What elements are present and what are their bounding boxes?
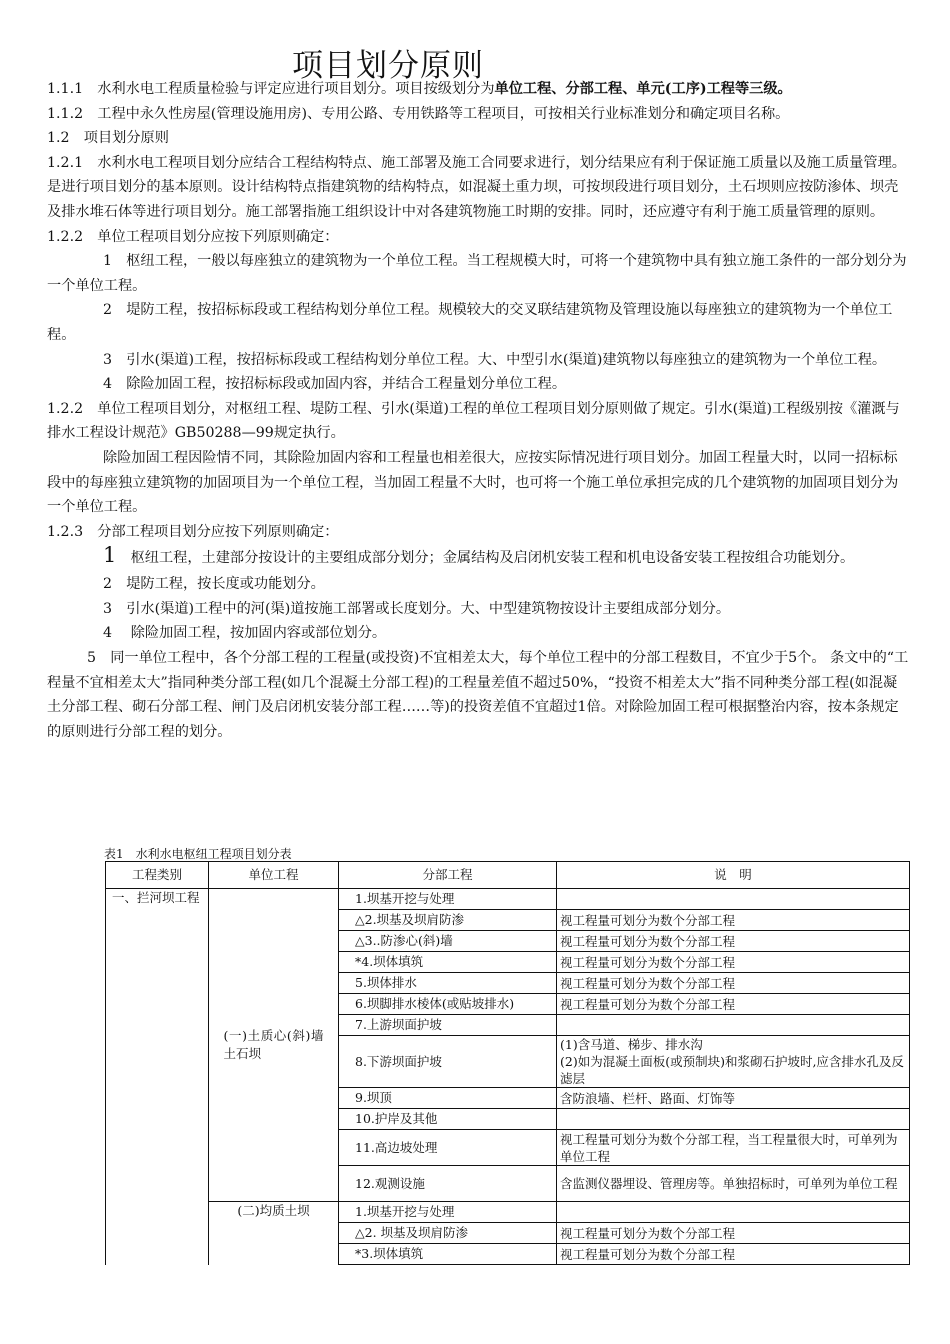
part-cell: 12.观测设施 bbox=[339, 1166, 557, 1202]
table-header-row bbox=[106, 862, 910, 889]
table-row bbox=[106, 889, 910, 910]
list-item-4: 4 除险加固工程，按招标标段或加固内容，并结合工程量划分单位工程。 bbox=[103, 376, 567, 393]
note-cell: 视工程量可划分为数个分部工程 bbox=[557, 1244, 910, 1265]
note-cell: 视工程量可划分为数个分部工程 bbox=[557, 952, 910, 973]
note-cell: 视工程量可划分为数个分部工程 bbox=[557, 1223, 910, 1244]
part-cell: 11.高边坡处理 bbox=[339, 1130, 557, 1166]
part-cell: 6.坝脚排水棱体(或贴坡排水) bbox=[339, 994, 557, 1015]
unit-cell-earth-rock-dam bbox=[209, 889, 339, 1202]
part-cell: 1.坝基开挖与处理 bbox=[339, 889, 557, 910]
project-division-table bbox=[105, 861, 910, 1265]
note-cell bbox=[557, 889, 910, 910]
paragraph-1-2-3: 1.2.3 分部工程项目划分应按下列原则确定： bbox=[47, 523, 339, 540]
part-cell: 10.护岸及其他 bbox=[339, 1109, 557, 1130]
header-category: 工程类别 bbox=[106, 862, 209, 889]
list-item-3: 3 引水(渠道)工程，按招标标段或工程结构划分单位工程。大、中型引水(渠道)建筑物以每座独立的建筑物为一个单位工程。 bbox=[103, 351, 887, 368]
document-body bbox=[47, 77, 909, 744]
list-item-part-3: 3 引水(渠道)工程中的河(渠)道按施工部署或长度划分。大、中型建筑物按设计主要组成部分划分。 bbox=[103, 600, 731, 617]
note-cell: 视工程量可划分为数个分部工程 bbox=[557, 910, 910, 931]
list-item-part-1 bbox=[47, 544, 909, 572]
section-heading-1-2: 1.2 项目划分原则 bbox=[47, 130, 169, 147]
part-cell: *3.坝体填筑 bbox=[339, 1244, 557, 1265]
list-item-part-5: 5 同一单位工程中，各个分部工程的工程量(或投资)不宜相差太大，每个单位工程中的分部工程数目，不宜少于5个。 条文中的“工程量不宜相差太大”指同种类分部工程(如几个混凝土分部工程)的工程量差值不超过50%，“投资不相差太大”指不同种类分部工程(如混凝土分部工程、砌石分部工程、闸门及启闭机安装分部工程……等)的投资差值不宜超过1倍。对除险加固工程可根据整治内容，按本条规定的原则进行分部工程的划分。 bbox=[47, 650, 909, 740]
note-cell: 视工程量可划分为数个分部工程 bbox=[557, 931, 910, 952]
note-cell bbox=[557, 1015, 910, 1036]
list-item-2: 2 堤防工程，按招标标段或工程结构划分单位工程。规模较大的交叉联结建筑物及管理设施以每座独立的建筑物为一个单位工程。 bbox=[47, 302, 893, 343]
part-cell: 1.坝基开挖与处理 bbox=[339, 1202, 557, 1223]
note-cell: 含防浪墙、栏杆、路面、灯饰等 bbox=[557, 1088, 910, 1109]
paragraph-1-1-2: 1.1.2 工程中永久性房屋(管理设施用房)、专用公路、专用铁路等工程项目，可按相关行业标准划分和确定项目名称。 bbox=[47, 105, 790, 122]
note-cell: 视工程量可划分为数个分部工程 bbox=[557, 973, 910, 994]
list-text: 枢纽工程，土建部分按设计的主要组成部分划分；金属结构及启闭机安装工程和机电设备安装工程按组合功能划分。 bbox=[116, 550, 855, 567]
page-bottom-margin bbox=[0, 1288, 950, 1344]
note-cell bbox=[557, 1109, 910, 1130]
category-cell: 一、拦河坝工程 bbox=[106, 889, 209, 1265]
table-row bbox=[106, 1202, 910, 1223]
paragraph-1-2-1: 1.2.1 水利水电工程项目划分应结合工程结构特点、施工部署及施工合同要求进行，划分结果应有利于保证施工质量以及施工质量管理。是进行项目划分的基本原则。设计结构特点指建筑物的结构特点，如混凝土重力坝，可按坝段进行项目划分，土石坝则应按防渗体、坝壳及排水堆石体等进行项目划分。施工部署指施工组织设计中对各建筑物施工时期的安排。同时，还应遵守有利于施工质量管理的原则。 bbox=[47, 154, 906, 220]
part-cell: △2.坝基及坝肩防渗 bbox=[339, 910, 557, 931]
part-cell: 9.坝顶 bbox=[339, 1088, 557, 1109]
list-number: 1 bbox=[103, 543, 117, 568]
note-cell bbox=[557, 1202, 910, 1223]
list-item-1: 1 枢纽工程，一般以每座独立的建筑物为一个单位工程。当工程规模大时，可将一个建筑物中具有独立施工条件的一部分划分为一个单位工程。 bbox=[47, 253, 907, 294]
paragraph-1-2-2-note: 1.2.2 单位工程项目划分，对枢纽工程、堤防工程、引水(渠道)工程的单位工程项目划分原则做了规定。引水(渠道)工程级别按《灌溉与排水工程设计规范》GB50288—99规定执行。 bbox=[47, 400, 900, 442]
paragraph-text: 1.1.1 水利水电工程质量检验与评定应进行项目划分。项目按级划分为 bbox=[47, 81, 495, 97]
page-title: 项目划分原则 bbox=[292, 48, 484, 84]
paragraph-emphasis: 单位工程、分部工程、单元(工序)工程等三级。 bbox=[494, 81, 792, 97]
note-cell: 视工程量可划分为数个分部工程 bbox=[557, 994, 910, 1015]
note-cell: 含监测仪器埋设、管理房等。单独招标时，可单列为单位工程 bbox=[557, 1166, 910, 1202]
header-note: 说 明 bbox=[557, 862, 910, 889]
list-item-part-2: 2 堤防工程，按长度或功能划分。 bbox=[103, 576, 325, 593]
table-body bbox=[106, 889, 910, 1265]
note-cell: 视工程量可划分为数个分部工程，当工程量很大时，可单列为单位工程 bbox=[557, 1130, 910, 1166]
part-cell: 5.坝体排水 bbox=[339, 973, 557, 994]
header-unit: 单位工程 bbox=[209, 862, 339, 889]
list-item-part-4: 4 除险加固工程，按加固内容或部位划分。 bbox=[103, 625, 387, 642]
part-cell: △3..防渗心(斜)墙 bbox=[339, 931, 557, 952]
part-cell: △2. 坝基及坝肩防渗 bbox=[339, 1223, 557, 1244]
note-cell: (1)含马道、梯步、排水沟 (2)如为混凝土面板(或预制块)和浆砌石护坡时,应含排水孔及反滤层 bbox=[557, 1036, 910, 1088]
part-cell: 7.上游坝面护坡 bbox=[339, 1015, 557, 1036]
table-caption: 表1 水利水电枢纽工程项目划分表 bbox=[104, 847, 292, 861]
part-cell: 8.下游坝面护坡 bbox=[339, 1036, 557, 1088]
unit-label: (一)土质心(斜)墙土石坝 bbox=[223, 1028, 324, 1061]
paragraph-1-1-1 bbox=[47, 77, 909, 102]
paragraph-reinforcement: 除险加固工程因险情不同，其除险加固内容和工程量也相差很大，应按实际情况进行项目划分。加固工程量大时，以同一招标标段中的每座独立建筑物的加固项目为一个单位工程，当加固工程量不大时，也可将一个施工单位承担完成的几个建筑物的加固项目划分为一个单位工程。 bbox=[47, 449, 899, 516]
paragraph-1-2-2: 1.2.2 单位工程项目划分应按下列原则确定： bbox=[47, 228, 339, 245]
header-part: 分部工程 bbox=[339, 862, 557, 889]
unit-cell-homogeneous-dam: (二)均质土坝 bbox=[209, 1202, 339, 1265]
part-cell: *4.坝体填筑 bbox=[339, 952, 557, 973]
